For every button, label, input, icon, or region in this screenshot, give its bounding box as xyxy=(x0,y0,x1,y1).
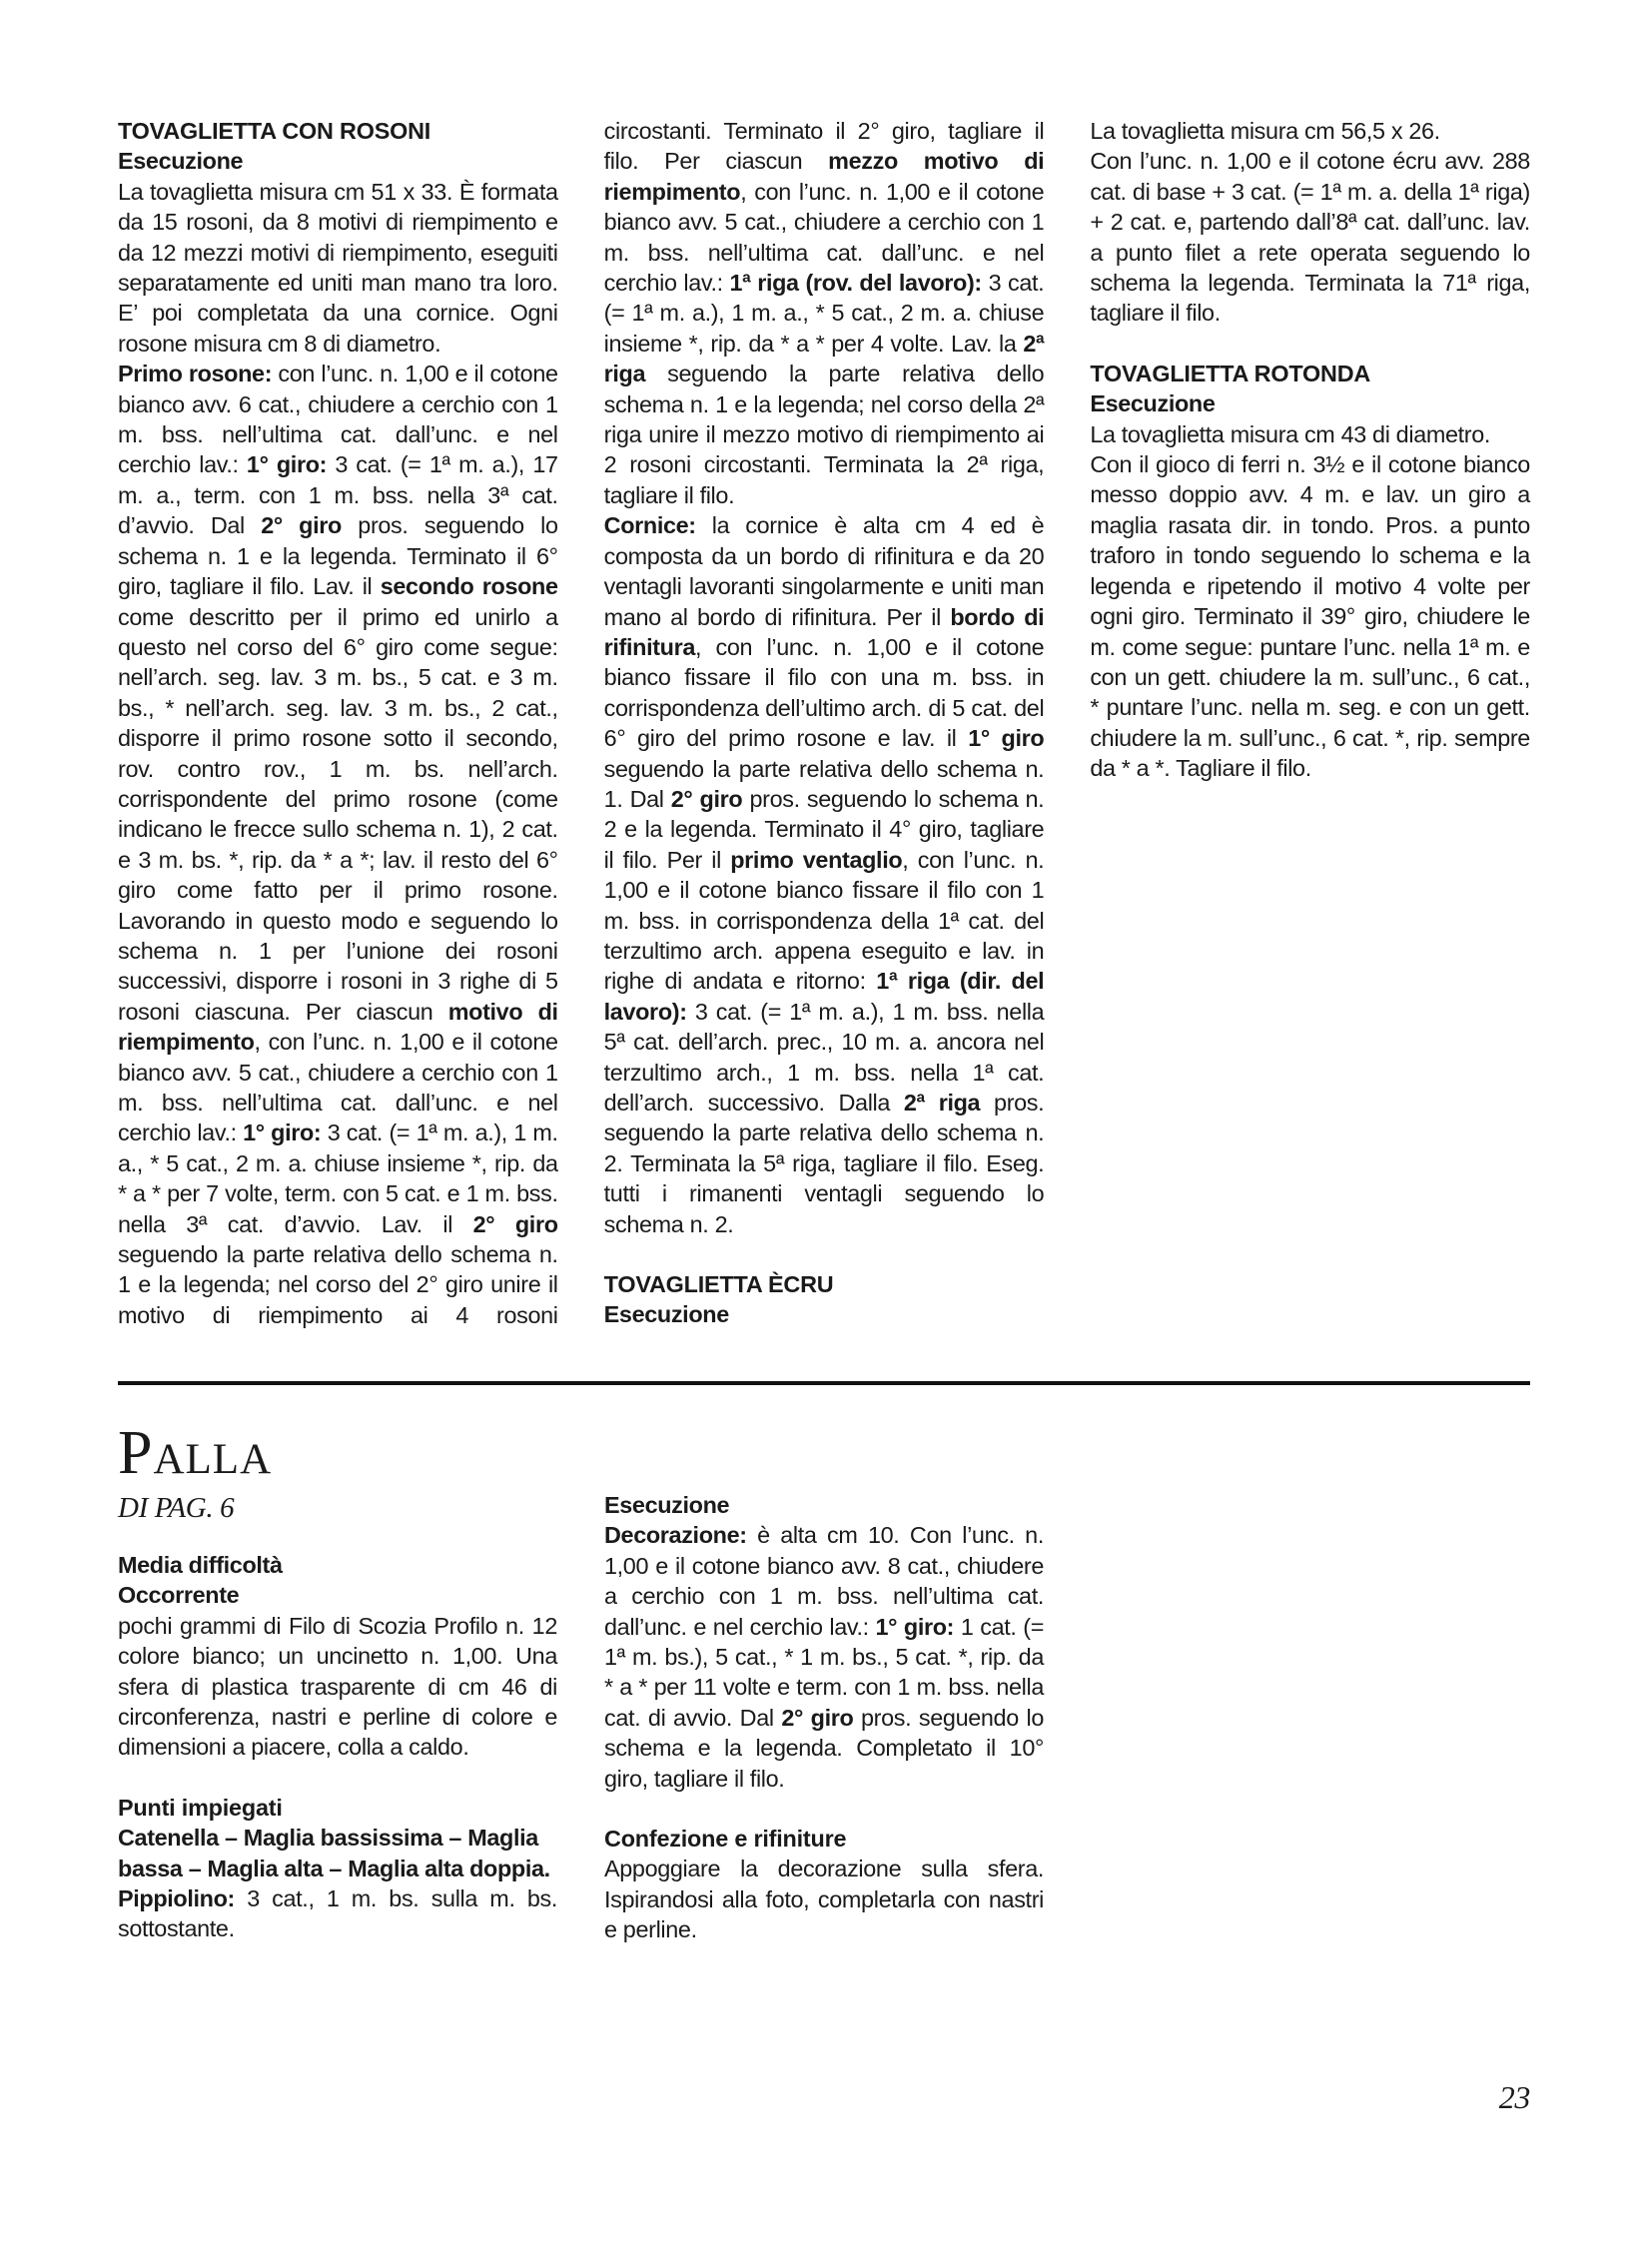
bold-term: Decorazione: xyxy=(604,1522,747,1549)
text-run: La tovaglietta misura cm 56,5 x 26. xyxy=(1090,118,1440,144)
text-run: Appoggiare la decorazione sulla sfera. Ispirandosi alla foto, completarla con nastri e perline. xyxy=(604,1856,1044,1943)
text-run: 1 cat. (= 1ª m. bs.), 5 cat., * 1 m. bs., 5 cat. *, rip. da * a * per 11 volte e term. con 1 m. bss. nella cat. di avvio. Dal xyxy=(604,1613,1044,1731)
paragraph xyxy=(604,1520,1044,1794)
text-run: Punti impiegati xyxy=(118,1794,283,1821)
subheading xyxy=(118,146,558,176)
bold-term: 2° giro xyxy=(670,785,743,812)
bold-term: Cornice: xyxy=(603,512,696,539)
text-run: La tovaglietta misura cm 43 di diametro. xyxy=(1090,420,1491,447)
paragraph xyxy=(118,1611,557,1763)
text-run: Catenella – Maglia bassissima – Maglia bassa – Maglia alta – Maglia alta doppia. xyxy=(118,1825,550,1881)
text-run: TOVAGLIETTA ÈCRU xyxy=(603,1271,834,1298)
bold-term: Primo rosone: xyxy=(118,361,273,387)
text-run: Esecuzione xyxy=(1090,390,1216,417)
paragraph xyxy=(1090,146,1530,328)
section-title: Palla xyxy=(118,1419,273,1487)
text-run: Esecuzione xyxy=(118,148,244,175)
text-run: la cornice è alta cm 4 ed è composta da un bordo di rifinitura e da 20 ventagli lavoranti singolarmente e uniti man mano al bordo di rifinitura. Per il xyxy=(603,512,1045,630)
bold-term: 1° giro: xyxy=(875,1613,955,1640)
palla-column-instructions xyxy=(604,1490,1044,1945)
subheading xyxy=(604,1490,1044,1520)
paragraph xyxy=(118,177,558,359)
paragraph xyxy=(118,1883,557,1944)
bold-term: 2ª riga xyxy=(903,1090,981,1116)
bold-term: 2° giro xyxy=(781,1704,854,1731)
text-run: seguendo la parte relativa dello schema n. 1 e la legenda; nel corso del 2° giro unire il motivo di riempimento ai 4 rosoni circostanti. Terminato il 2° giro, tagliare il filo. Per ciascun xyxy=(118,118,1045,1328)
page-number: 23 xyxy=(1498,2079,1530,2115)
section-heading xyxy=(604,1824,1044,1854)
paragraph xyxy=(1090,116,1530,146)
paragraph xyxy=(1090,449,1530,783)
text-run: Media difficoltà xyxy=(118,1552,283,1578)
text-run: 3 cat. (= 1ª m. a.), 1 m. bss. nella 5ª cat. dell’arch. prec., 10 m. a. ancora nel terzultimo arch., 1 m. bss. nella 1ª cat. dell’arch. successivo. Dalla xyxy=(603,998,1045,1116)
text-run: Confezione e rifiniture xyxy=(604,1826,847,1853)
bold-term: motivo di riempimento xyxy=(118,998,558,1056)
bold-term: 2° giro xyxy=(261,512,342,539)
text-run: 3 cat. (= 1ª m. a.), 17 m. a., term. con 1 m. bss. nella 3ª cat. d’avvio. Dal xyxy=(118,451,558,539)
text-run: TOVAGLIETTA CON ROSONI xyxy=(118,118,431,144)
text-run: pochi grammi di Filo di Scozia Profilo n. 12 colore bianco; un uncinetto n. 1,00. Una sfera di plastica trasparente di cm 46 di circonferenza, nastri e perline di colore e dimensioni a piacere, colla a caldo. xyxy=(118,1612,557,1761)
bold-term: Pippiolino: xyxy=(118,1885,235,1912)
text-run: è alta cm 10. Con l’unc. n. 1,00 e il cotone bianco avv. 8 cat., chiudere a cerchio con 1 m. bss. nell’ultima cat. dall’unc. e nel cerchio lav.: xyxy=(604,1522,1044,1640)
subheading xyxy=(118,1580,557,1610)
section-heading xyxy=(118,116,558,146)
bold-term: 1° giro: xyxy=(243,1120,322,1146)
section-heading xyxy=(118,1793,557,1823)
text-run: pros. seguendo lo schema n. 2 e la legenda. Terminato il 4° giro, tagliare il filo. Per il xyxy=(603,785,1045,873)
text-run: Esecuzione xyxy=(603,1301,729,1328)
palla-column-materials xyxy=(118,1550,557,1944)
text-run: Con il gioco di ferri n. 3½ e il cotone bianco messo doppio avv. 4 m. e lav. un giro a maglia rasata dir. in tondo. Pros. a punto traforo in tondo seguendo lo schema e la legenda e ripetendo il motivo 4 volte per ogni giro. Terminato il 39° giro, chiudere le m. come segue: puntare l’unc. nella 1ª m. e con un gett. chiudere la m. sull’unc., 6 cat., * puntare l’unc. nella m. seg. e con un gett. chiudere la m. sull’unc., 6 cat. *, rip. sempre da * a *. Tagliare il filo. xyxy=(1090,451,1530,782)
text-run: Occorrente xyxy=(118,1582,240,1609)
text-run: 3 cat., 1 m. bs. sulla m. bs. sottostante. xyxy=(118,1885,557,1942)
section-divider xyxy=(118,1381,1530,1385)
text-run: seguendo la parte relativa dello schema n. 1. Dal xyxy=(603,755,1045,812)
text-run: , con l’unc. n. 1,00 e il cotone bianco avv. 5 cat., chiudere a cerchio con 1 m. bss. nell’ultima cat. dall’unc. e nel cerchio lav.: xyxy=(603,178,1045,297)
text-run: , con l’unc. n. 1,00 e il cotone bianco avv. 5 cat., chiudere a cerchio con 1 m. bss. nell’ultima cat. dall’unc. e nel cerchio lav.: xyxy=(118,1029,558,1146)
text-run: TOVAGLIETTA ROTONDA xyxy=(1090,360,1371,386)
bold-term: 2ª riga xyxy=(603,330,1045,387)
section-heading xyxy=(1090,359,1530,388)
bold-term: bordo di rifinitura xyxy=(603,603,1045,660)
subheading xyxy=(118,1823,557,1883)
text-run: La tovaglietta misura cm 51 x 33. È formata da 15 rosoni, da 8 motivi di riempimento e da 12 mezzi motivi di riempimento, eseguiti separatamente ed uniti man mano tra loro. E’ poi completata da una cornice. Ogni rosone misura cm 8 di diametro. xyxy=(118,178,558,357)
bold-term: 1° giro: xyxy=(246,451,328,478)
text-run: pros. seguendo la parte relativa dello schema n. 2. Terminata la 5ª riga, tagliare il filo. Eseg. tutti i rimanenti ventagli seguendo lo schema n. 2. xyxy=(603,1090,1045,1237)
text-run: 3 cat. (= 1ª m. a.), 1 m. a., * 5 cat., 2 m. a. chiuse insieme *, rip. da * a * per 4 volte. Lav. la xyxy=(603,270,1045,357)
section-page-reference: DI PAG. 6 xyxy=(118,1492,235,1524)
text-run: , con l’unc. n. 1,00 e il cotone bianco fissare il filo con una m. bss. in corrispondenza dell’ultimo arch. di 5 cat. del 6° giro del primo rosone e lav. il xyxy=(603,633,1045,752)
subheading xyxy=(1090,388,1530,418)
article-columns-tovagliette xyxy=(118,116,1530,1334)
text-run: con l’unc. n. 1,00 e il cotone bianco avv. 6 cat., chiudere a cerchio con 1 m. bss. nell’ultima cat. dall’unc. e nel cerchio lav.: xyxy=(118,361,558,478)
text-run: pros. seguendo lo schema e la legenda. Completato il 10° giro, tagliare il filo. xyxy=(604,1704,1044,1792)
text-run: come descritto per il primo ed unirlo a questo nel corso del 6° giro come segue: nell’arch. seg. lav. 3 m. bs., 5 cat. e 3 m. bs., * nell’arch. seg. lav. 3 m. bs., 2 cat., disporre il primo rosone sotto il secondo, rov. contro rov., 1 m. bs. nell’arch. corrispondente del primo rosone (come indicano le frecce sullo schema n. 1), 2 cat. e 3 m. bs. *, rip. da * a *; lav. il resto del 6° giro come fatto per il primo rosone. Lavorando in questo modo e seguendo lo schema n. 1 per l’unione dei rosoni successivi, disporre i rosoni in 3 righe di 5 rosoni ciascuna. Per ciascun xyxy=(118,603,558,1025)
bold-term: secondo rosone xyxy=(380,573,558,600)
paragraph xyxy=(604,1854,1044,1944)
subheading xyxy=(604,1299,1045,1329)
bold-term: 1ª riga (dir. del lavoro): xyxy=(603,968,1045,1025)
bold-term: mezzo motivo di riempimento xyxy=(603,148,1045,205)
section-heading xyxy=(604,1269,1045,1299)
paragraph xyxy=(604,510,1045,1239)
bold-term: primo ventaglio xyxy=(730,846,903,873)
bold-term: 1° giro xyxy=(968,725,1045,752)
paragraph xyxy=(1090,419,1530,449)
subheading xyxy=(118,1550,557,1580)
bold-term: 2° giro xyxy=(472,1210,558,1237)
text-run: , con l’unc. n. 1,00 e il cotone bianco fissare il filo con 1 m. bss. in corrispondenza della 1ª cat. del terzultimo arch. appena eseguito e lav. in righe di andata e ritorno: xyxy=(603,846,1045,995)
text-run: 3 cat. (= 1ª m. a.), 1 m. a., * 5 cat., 2 m. a. chiuse insieme *, rip. da * a * per 7 volte, term. con 5 cat. e 1 m. bss. nella 3ª cat. d’avvio. Lav. il xyxy=(118,1120,558,1237)
text-run: seguendo la parte relativa dello schema n. 1 e la legenda; nel corso della 2ª riga unire il mezzo motivo di riempimento ai 2 rosoni circostanti. Terminata la 2ª riga, tagliare il filo. xyxy=(603,361,1045,508)
text-run: Con l’unc. n. 1,00 e il cotone écru avv. 288 cat. di base + 3 cat. (= 1ª m. a. della 1ª riga) + 2 cat. e, partendo dall’8ª cat. dall’unc. lav. a punto filet a rete operata seguendo lo schema la legenda. Terminata la 71ª riga, tagliare il filo. xyxy=(1090,148,1530,327)
text-run: pros. seguendo lo schema n. 1 e la legenda. Terminato il 6° giro, tagliare il filo. Lav. il xyxy=(118,512,558,600)
bold-term: 1ª riga (rov. del lavoro): xyxy=(729,270,982,297)
text-run: Esecuzione xyxy=(604,1492,730,1518)
